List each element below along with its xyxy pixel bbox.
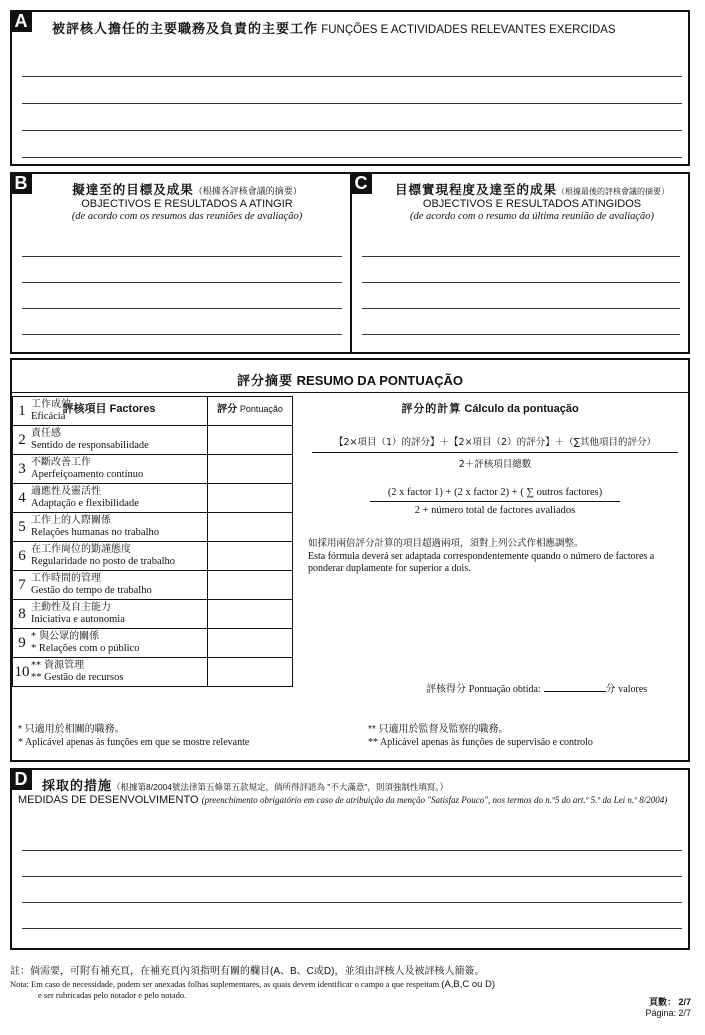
factors-table <box>12 396 293 687</box>
factor-label-cell <box>13 658 208 687</box>
factor-score-cell[interactable] <box>208 658 293 687</box>
factor-name-zh: 不斷改善工作 <box>31 457 91 468</box>
factor-name-zh: 在工作崗位的勤謹態度 <box>31 544 131 555</box>
summary-title <box>12 370 688 389</box>
section-a-write-line[interactable] <box>22 76 682 77</box>
factor-score-cell[interactable] <box>208 571 293 600</box>
section-b-title-note: （根據各評核會議的摘要） <box>193 186 302 196</box>
section-a-write-line[interactable] <box>22 157 682 158</box>
section-b-header <box>32 180 342 222</box>
col-factors-pt: Factores <box>109 403 156 415</box>
factor-text <box>31 486 139 510</box>
factor-name-zh: 工作上的人際關係 <box>31 515 111 526</box>
section-c-title-pt: OBJECTIVOS E RESULTADOS ATINGIDOS <box>422 198 642 210</box>
section-b <box>10 172 352 354</box>
footer-note-pt <box>10 979 690 990</box>
section-d-write-line[interactable] <box>22 928 682 929</box>
section-a-title <box>52 18 616 37</box>
factor-row <box>13 426 293 455</box>
factor-text <box>31 428 149 452</box>
score-unit-zh: 分 <box>605 684 616 695</box>
section-d-write-line[interactable] <box>22 902 682 903</box>
factor-name-pt: Relações humanas no trabalho <box>31 527 159 538</box>
factor-number: 6 <box>18 547 26 564</box>
formula-note <box>308 538 680 576</box>
factor-name-pt: * Relações com o público <box>31 643 140 654</box>
summary-title-zh: 評分摘要 <box>237 373 294 388</box>
col-score-pt: Pontuação <box>239 404 283 414</box>
footnote-2-pt: ** Aplicável apenas às funções de supervisão e controlo <box>368 737 593 748</box>
col-score-zh: 評分 <box>217 404 238 415</box>
factor-score-cell[interactable] <box>208 629 293 658</box>
factor-text <box>31 515 159 539</box>
section-c-write-line[interactable] <box>362 308 680 309</box>
factor-name-pt: Eficácia <box>31 411 66 422</box>
factor-number: 8 <box>18 605 26 622</box>
factor-number: 2 <box>18 431 26 448</box>
section-b-title-pt: OBJECTIVOS E RESULTADOS A ATINGIR <box>81 198 293 210</box>
factor-name-zh: 適應性及靈活性 <box>31 486 101 497</box>
factor-name-pt: Regularidade no posto de trabalho <box>31 556 176 567</box>
factor-text <box>31 631 139 655</box>
section-d-subtitle <box>18 794 688 806</box>
factor-name-zh: * 與公眾的關係 <box>31 631 100 642</box>
factor-number: 1 <box>18 402 26 419</box>
factor-text <box>31 544 175 568</box>
factor-score-cell[interactable] <box>208 426 293 455</box>
footer-note-pt-2: e ser rubricadas pelo notador e pelo notado. <box>38 990 187 1000</box>
factor-text <box>31 399 71 423</box>
factor-number: 7 <box>18 576 26 593</box>
section-d-write-line[interactable] <box>22 850 682 851</box>
page-number-pt: Página: 2/7 <box>645 1008 691 1018</box>
formula-zh <box>300 434 690 470</box>
factor-number: 3 <box>18 460 26 477</box>
factor-label-cell <box>13 455 208 484</box>
factor-text <box>31 457 143 481</box>
factor-label-cell <box>13 600 208 629</box>
score-obtained <box>426 680 647 695</box>
section-a-write-line[interactable] <box>22 103 682 104</box>
footnote-1-pt: * Aplicável apenas às funções em que se mostre relevante <box>18 737 250 748</box>
section-a-write-line[interactable] <box>22 130 682 131</box>
factor-score-cell[interactable] <box>208 484 293 513</box>
factor-row <box>13 600 293 629</box>
factor-name-zh: 工作時間的管理 <box>31 573 101 584</box>
section-b-subtitle: (de acordo com os resumos das reuniões de avaliação) <box>71 211 303 222</box>
section-c-header <box>374 180 690 222</box>
section-d-title-pt: MEDIDAS DE DESENVOLVIMENTO <box>18 794 199 806</box>
section-c-write-line[interactable] <box>362 334 680 335</box>
col-calc-header <box>294 400 686 416</box>
section-a <box>10 10 690 166</box>
factor-row <box>13 542 293 571</box>
section-d-note: (preenchimento obrigatório em caso de atribuição da menção "Satisfaz Pouco", nos termos do n.º5 do art.º 5.º da Lei n.º 8/2004) <box>201 795 668 805</box>
score-obtained-field[interactable] <box>544 691 606 692</box>
col-calc-pt: Cálculo da pontuação <box>464 403 579 415</box>
factor-label-cell <box>13 397 208 426</box>
factor-number: 4 <box>18 489 26 506</box>
section-d-title-note: （根據第8/2004號法律第五條第五款規定，倘所得評語為 "不大滿意"，則須強制性填寫。） <box>112 782 449 792</box>
section-a-title-pt: FUNÇÕES E ACTIVIDADES RELEVANTES EXERCIDAS <box>321 24 616 36</box>
formula-zh-numerator: 【2×項目（1）的評分】＋【2×項目（2）的評分】＋（∑其他項目的評分） <box>334 437 656 448</box>
factor-score-cell[interactable] <box>208 455 293 484</box>
factor-row <box>13 484 293 513</box>
footer-note <box>10 962 690 1000</box>
factor-label-cell <box>13 513 208 542</box>
factor-label-cell <box>13 542 208 571</box>
score-obtained-pt: Pontuação obtida: <box>468 684 541 695</box>
factor-name-pt: Aperfeiçoamento contínuo <box>31 469 144 480</box>
factor-score-cell[interactable] <box>208 397 293 426</box>
factor-row <box>13 658 293 687</box>
section-a-title-zh: 被評核人擔任的主要職務及負責的主要工作 <box>52 21 319 36</box>
page-number-zh: 頁數： 2/7 <box>648 997 691 1007</box>
section-b-write-line[interactable] <box>22 334 342 335</box>
factor-label-cell <box>13 629 208 658</box>
section-b-write-line[interactable] <box>22 256 342 257</box>
formula-pt <box>300 487 690 516</box>
factor-label-cell <box>13 426 208 455</box>
factor-row <box>13 455 293 484</box>
section-c <box>350 172 690 354</box>
footnote-1-zh: * 只適用於相關的職務。 <box>18 724 125 735</box>
col-factors-zh: 評核項目 <box>62 403 107 415</box>
section-d-write-line[interactable] <box>22 876 682 877</box>
formula-note-zh: 如採用兩倍評分計算的項目超過兩項，須對上列公式作相應調整。 <box>308 538 584 549</box>
factor-text <box>31 573 152 597</box>
factor-name-zh: ** 資源管理 <box>31 660 85 671</box>
factor-row <box>13 629 293 658</box>
section-b-write-line[interactable] <box>22 308 342 309</box>
section-b-write-line[interactable] <box>22 282 342 283</box>
section-d <box>10 768 690 950</box>
footer-note-pt-fields: (A,B,C ou D) <box>441 979 496 990</box>
factor-name-zh: 主動性及自主能力 <box>31 602 111 613</box>
factor-score-cell[interactable] <box>208 542 293 571</box>
footer-note-pt-1: Nota: Em caso de necessidade, podem ser anexadas folhas suplementares, as quais devem identificar o campo a que respeitam <box>10 979 440 989</box>
section-d-title <box>42 775 448 794</box>
section-c-subtitle: (de acordo com o resumo da última reunião de avaliação) <box>409 211 655 222</box>
page-number <box>645 997 691 1019</box>
section-c-write-line[interactable] <box>362 256 680 257</box>
factor-name-pt: Adaptação e flexibilidade <box>31 498 139 509</box>
section-b-letter: B <box>10 172 32 194</box>
section-c-title-note: （根據最後的評核會議的摘要） <box>557 187 669 196</box>
footer-note-zh: 註：倘需要，可附有補充頁，在補充頁內須指明有關的欄目(A、B、C或D)，並須由評核人及被評核人簡簽。 <box>10 966 485 977</box>
factor-name-zh: 責任感 <box>31 428 61 439</box>
factor-number: 5 <box>18 518 26 535</box>
formula-pt-bar <box>370 501 620 502</box>
factor-row <box>13 397 293 426</box>
formula-note-pt: Esta fórmula deverá ser adaptada correspondentemente quando o número de factores a ponderar duplamente for superior a dois. <box>308 550 655 574</box>
formula-zh-denominator: 2＋評核項目總數 <box>458 459 532 470</box>
section-c-title-zh: 目標實現程度及達至的成果 <box>394 183 557 197</box>
section-b-title-zh: 擬達至的目標及成果 <box>72 183 194 197</box>
col-calc-zh: 評分的計算 <box>401 403 462 415</box>
factor-text <box>31 602 125 626</box>
footnote-2-zh: ** 只適用於監督及監察的職務。 <box>368 724 509 735</box>
factor-number: 10 <box>14 663 30 680</box>
factor-name-pt: ** Gestão de recursos <box>31 672 124 683</box>
score-obtained-zh: 評核得分 <box>426 684 466 695</box>
factor-name-zh: 工作成效 <box>31 399 71 410</box>
summary-title-pt: RESUMO DA PONTUAÇÃO <box>296 373 463 388</box>
factor-score-cell[interactable] <box>208 600 293 629</box>
section-a-letter: A <box>10 10 32 32</box>
factor-name-pt: Sentido de responsabilidade <box>31 440 149 451</box>
section-d-letter: D <box>10 768 32 790</box>
section-c-letter: C <box>350 172 372 194</box>
summary-divider <box>12 392 688 393</box>
formula-zh-bar <box>312 452 678 453</box>
factor-label-cell <box>13 484 208 513</box>
factor-name-pt: Iniciativa e autonomia <box>31 614 125 625</box>
factor-score-cell[interactable] <box>208 513 293 542</box>
section-d-title-zh: 採取的措施 <box>42 778 113 793</box>
factor-row <box>13 571 293 600</box>
factor-row <box>13 513 293 542</box>
factor-text <box>31 660 123 684</box>
formula-pt-denominator: 2 + número total de factores avaliados <box>414 505 576 516</box>
section-c-write-line[interactable] <box>362 282 680 283</box>
formula-pt-numerator: (2 x factor 1) + (2 x factor 2) + ( ∑ outros factores) <box>387 487 603 498</box>
score-unit-pt: valores <box>618 684 648 695</box>
factor-name-pt: Gestão do tempo de trabalho <box>31 585 152 596</box>
factor-number: 9 <box>18 634 26 651</box>
factor-label-cell <box>13 571 208 600</box>
